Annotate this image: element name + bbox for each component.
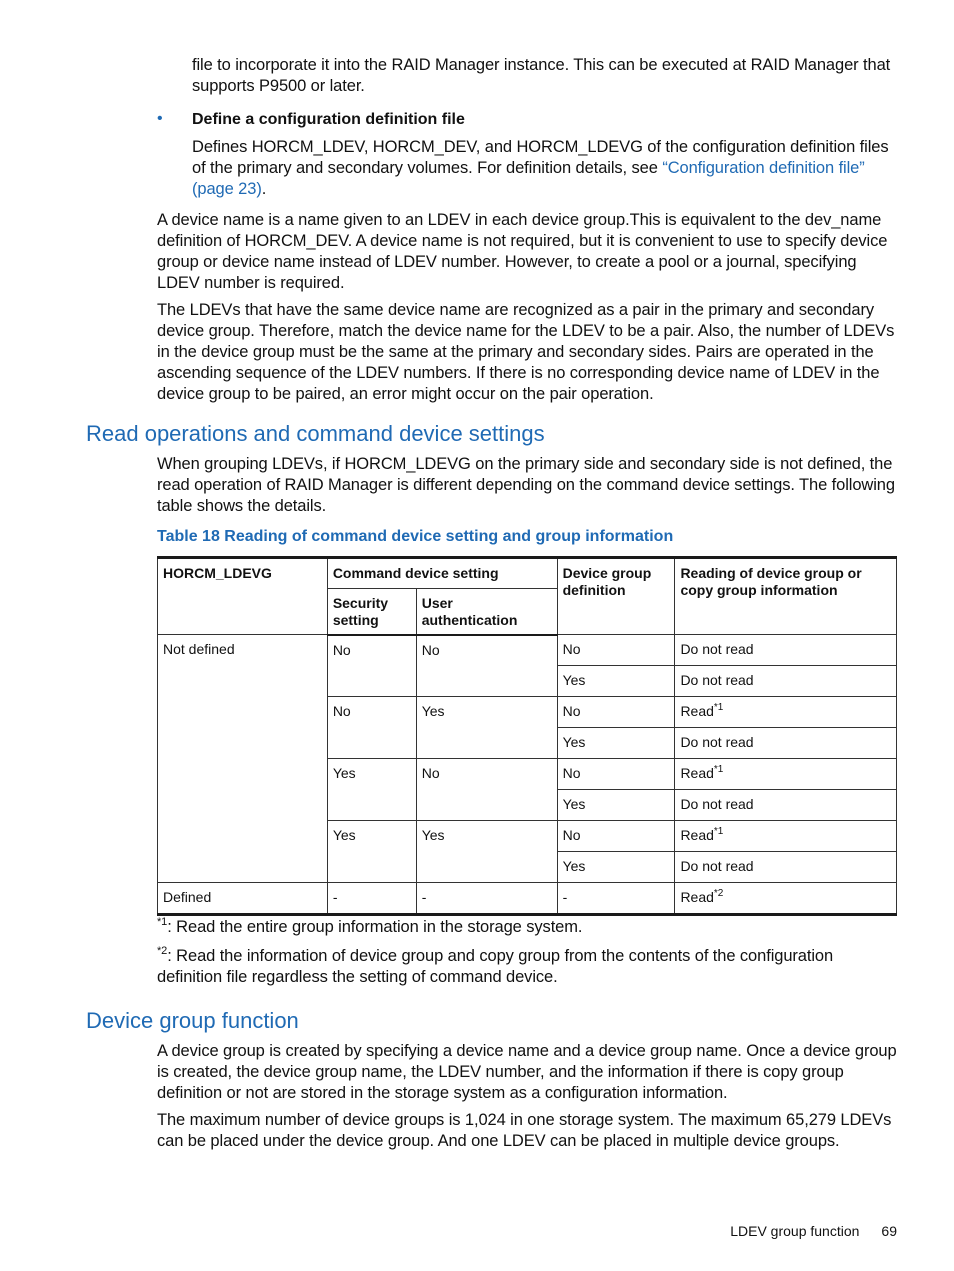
- reading-text: Read: [680, 889, 714, 905]
- cell-reading: [675, 790, 897, 821]
- cell-reading: [675, 697, 897, 728]
- footnote-mark: *1: [157, 916, 168, 928]
- page-footer: [600, 1222, 897, 1240]
- cell-group-def: No: [557, 635, 675, 666]
- cell-group-def: -: [557, 883, 675, 915]
- cell-group-def: No: [557, 821, 675, 852]
- cell-user-auth: Yes: [416, 697, 557, 759]
- continuation-paragraph: file to incorporate it into the RAID Manager instance. This can be executed at RAID Manager that supports P9500 or later.: [192, 56, 891, 95]
- header-horcm-ldevg: HORCM_LDEVG: [158, 558, 328, 635]
- footnote-text: : Read the information of device group and copy group from the contents of the configuration definition file regardless the setting of command device.: [157, 947, 834, 986]
- cell-user-auth: -: [416, 883, 557, 915]
- footnote-2: [157, 946, 898, 988]
- cell-reading: [675, 728, 897, 759]
- page-number: 69: [881, 1223, 897, 1239]
- command-device-table: [157, 556, 897, 916]
- cell-defined: Defined: [158, 883, 328, 915]
- device-group-paragraph-2: The maximum number of device groups is 1,024 in one storage system. The maximum 65,279 LDEVs can be placed under the device group. And one LDEV can be placed in multiple device groups.: [157, 1111, 892, 1150]
- header-device-group-definition: Device group definition: [557, 558, 675, 635]
- cell-security: -: [327, 883, 416, 915]
- reading-text: Read: [680, 827, 714, 843]
- reading-text: Do not read: [680, 796, 754, 812]
- reading-text: Do not read: [680, 641, 754, 657]
- device-name-paragraph: A device name is a name given to an LDEV in each device group.This is equivalent to the dev_name definition of HORCM_DEV. A device name is not required, but it is convenient to use to specify device group or device name instead of LDEV number. However, to create a pool or a journal, specifying LDEV number is required.: [157, 211, 888, 292]
- bullet-body-text: Defines HORCM_LDEV, HORCM_DEV, and HORCM_LDEVG of the configuration definition files of the primary and secondary volumes. For definition details, see: [192, 138, 889, 177]
- bullet-icon: •: [157, 110, 163, 127]
- bullet-title: Define a configuration definition file: [192, 111, 465, 128]
- reading-text: Do not read: [680, 734, 754, 750]
- reading-text: Read: [680, 765, 714, 781]
- cell-user-auth: Yes: [416, 821, 557, 883]
- bullet-body-end: .: [261, 180, 267, 198]
- cell-group-def: Yes: [557, 790, 675, 821]
- cell-group-def: No: [557, 697, 675, 728]
- config-definition-link[interactable]: “Configuration definition file” (page 23): [192, 159, 865, 198]
- header-command-device-setting: Command device setting: [327, 558, 557, 589]
- read-operations-paragraph: When grouping LDEVs, if HORCM_LDEVG on the primary side and secondary side is not defined, the read operation of RAID Manager is different depending on the command device settings. The following table shows the details.: [157, 455, 895, 515]
- cell-reading: [675, 759, 897, 790]
- header-security-setting: Security setting: [327, 589, 416, 635]
- footnote-1: [157, 917, 898, 938]
- device-group-paragraph-1: A device group is created by specifying a device name and a device group name. Once a device group is created, the device group name, the LDEV number, and the information if there is copy group definition or not are stored in the storage system as a configuration information.: [157, 1042, 897, 1102]
- cell-security: No: [327, 697, 416, 759]
- table-caption: Table 18 Reading of command device setting and group information: [157, 528, 674, 545]
- cell-group-def: Yes: [557, 666, 675, 697]
- reading-note: *1: [713, 764, 724, 775]
- cell-reading: [675, 852, 897, 883]
- cell-user-auth: No: [416, 759, 557, 821]
- bullet-body: [192, 137, 898, 200]
- reading-text: Read: [680, 703, 714, 719]
- cell-reading: [675, 821, 897, 852]
- cell-reading: [675, 666, 897, 697]
- cell-user-auth: No: [416, 635, 557, 697]
- section-heading-read-operations: Read operations and command device settings: [86, 421, 545, 446]
- footnote-mark: *2: [157, 945, 168, 957]
- reading-text: Do not read: [680, 858, 754, 874]
- cell-security: Yes: [327, 759, 416, 821]
- reading-text: Do not read: [680, 672, 754, 688]
- section-heading-device-group: Device group function: [86, 1008, 299, 1033]
- cell-group-def: Yes: [557, 728, 675, 759]
- cell-not-defined: Not defined: [158, 635, 328, 883]
- reading-note: *1: [713, 702, 724, 713]
- footer-title: LDEV group function: [730, 1223, 860, 1239]
- cell-reading: [675, 883, 897, 915]
- footnote-text: : Read the entire group information in the storage system.: [167, 918, 583, 936]
- cell-security: No: [327, 635, 416, 697]
- header-user-authentication: User authentication: [416, 589, 557, 635]
- header-reading-info: Reading of device group or copy group information: [675, 558, 897, 635]
- cell-group-def: Yes: [557, 852, 675, 883]
- cell-group-def: No: [557, 759, 675, 790]
- reading-note: *2: [713, 888, 724, 899]
- reading-note: *1: [713, 826, 724, 837]
- cell-reading: [675, 635, 897, 666]
- pairs-paragraph: The LDEVs that have the same device name are recognized as a pair in the primary and secondary device group. Therefore, match the device name for the LDEV to be a pair. Also, the number of LDEVs in the device group must be the same at the primary and secondary sides. Pairs are operated in the ascending sequence of the LDEV numbers. If there is no corresponding device name of LDEV in the device group to be paired, an error might occur on the pair operation.: [157, 301, 895, 403]
- cell-security: Yes: [327, 821, 416, 883]
